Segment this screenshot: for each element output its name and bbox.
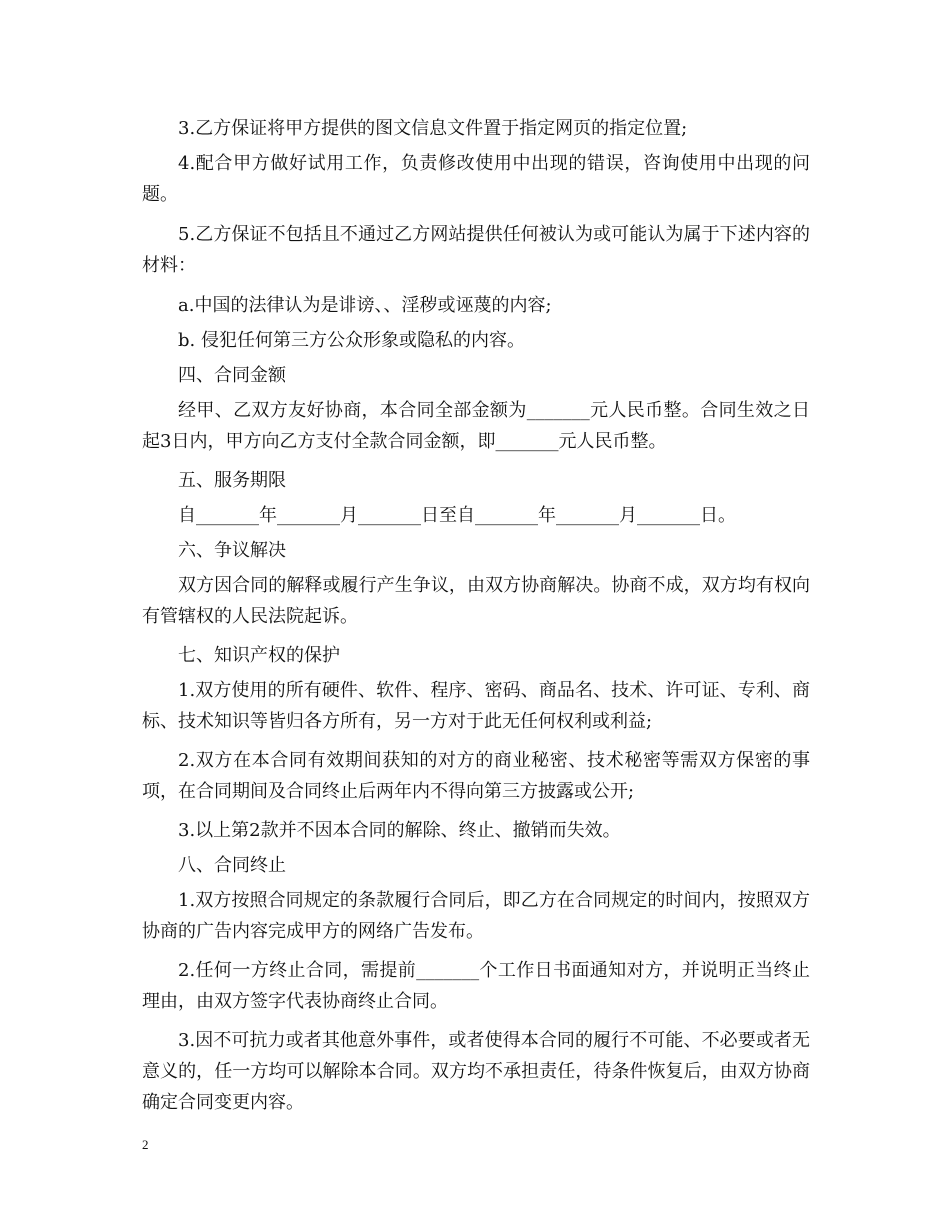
clause-4-trial-cooperation: 4.配合甲方做好试用工作，负责修改使用中出现的错误，咨询使用中出现的问题。 bbox=[142, 153, 810, 205]
termination-clause-2: 2.任何一方终止合同，需提前_______个工作日书面通知对方，并说明正当终止理由，由双方签字代表协商终止合同。 bbox=[142, 960, 810, 1012]
section-heading-service-period: 五、服务期限 bbox=[178, 470, 286, 491]
ip-clause-3-survival: 3.以上第2款并不因本合同的解除、终止、撤销而失效。 bbox=[178, 820, 621, 841]
clause-3-display-position: 3.乙方保证将甲方提供的图文信息文件置于指定网页的指定位置; bbox=[178, 118, 688, 139]
ip-clause-2-confidentiality: 2.双方在本合同有效期间获知的对方的商业秘密、技术秘密等需双方保密的事项，在合同期间及合同终止后两年内不得向第三方披露或公开; bbox=[142, 750, 810, 802]
section-heading-ip-protection: 七、知识产权的保护 bbox=[178, 645, 340, 666]
service-period-text: 自_______年_______月_______日至自_______年_______月_______日。 bbox=[178, 505, 736, 526]
clause-5-prohibited-content: 5.乙方保证不包括且不通过乙方网站提供任何被认为或可能认为属于下述内容的材料： bbox=[142, 224, 810, 276]
termination-clause-1: 1.双方按照合同规定的条款履行合同后，即乙方在合同规定的时间内，按照双方协商的广告内容完成甲方的网络广告发布。 bbox=[142, 890, 810, 942]
section-heading-contract-amount: 四、合同金额 bbox=[178, 365, 286, 386]
contract-amount-text: 经甲、乙双方友好协商，本合同全部金额为_______元人民币整。合同生效之日起3日内，甲方向乙方支付全款合同金额，即_______元人民币整。 bbox=[142, 400, 810, 452]
ip-clause-1-ownership: 1.双方使用的所有硬件、软件、程序、密码、商品名、技术、许可证、专利、商标、技术知识等皆归各方所有，另一方对于此无任何权利或利益; bbox=[142, 680, 810, 732]
dispute-resolution-text: 双方因合同的解释或履行产生争议，由双方协商解决。协商不成，双方均有权向有管辖权的人民法院起诉。 bbox=[142, 575, 810, 627]
section-heading-termination: 八、合同终止 bbox=[178, 855, 286, 876]
clause-5a-defamation: a.中国的法律认为是诽谤、、淫秽或诬蔑的内容; bbox=[178, 295, 552, 316]
section-heading-dispute-resolution: 六、争议解决 bbox=[178, 540, 286, 561]
page-number: 2 bbox=[142, 1137, 149, 1152]
termination-clause-3-force-majeure: 3.因不可抗力或者其他意外事件，或者使得本合同的履行不可能、不必要或者无意义的，任一方均可以解除本合同。双方均不承担责任，待条件恢复后，由双方协商确定合同变更内容。 bbox=[142, 1030, 810, 1113]
clause-5b-privacy: b. 侵犯任何第三方公众形象或隐私的内容。 bbox=[178, 330, 525, 351]
